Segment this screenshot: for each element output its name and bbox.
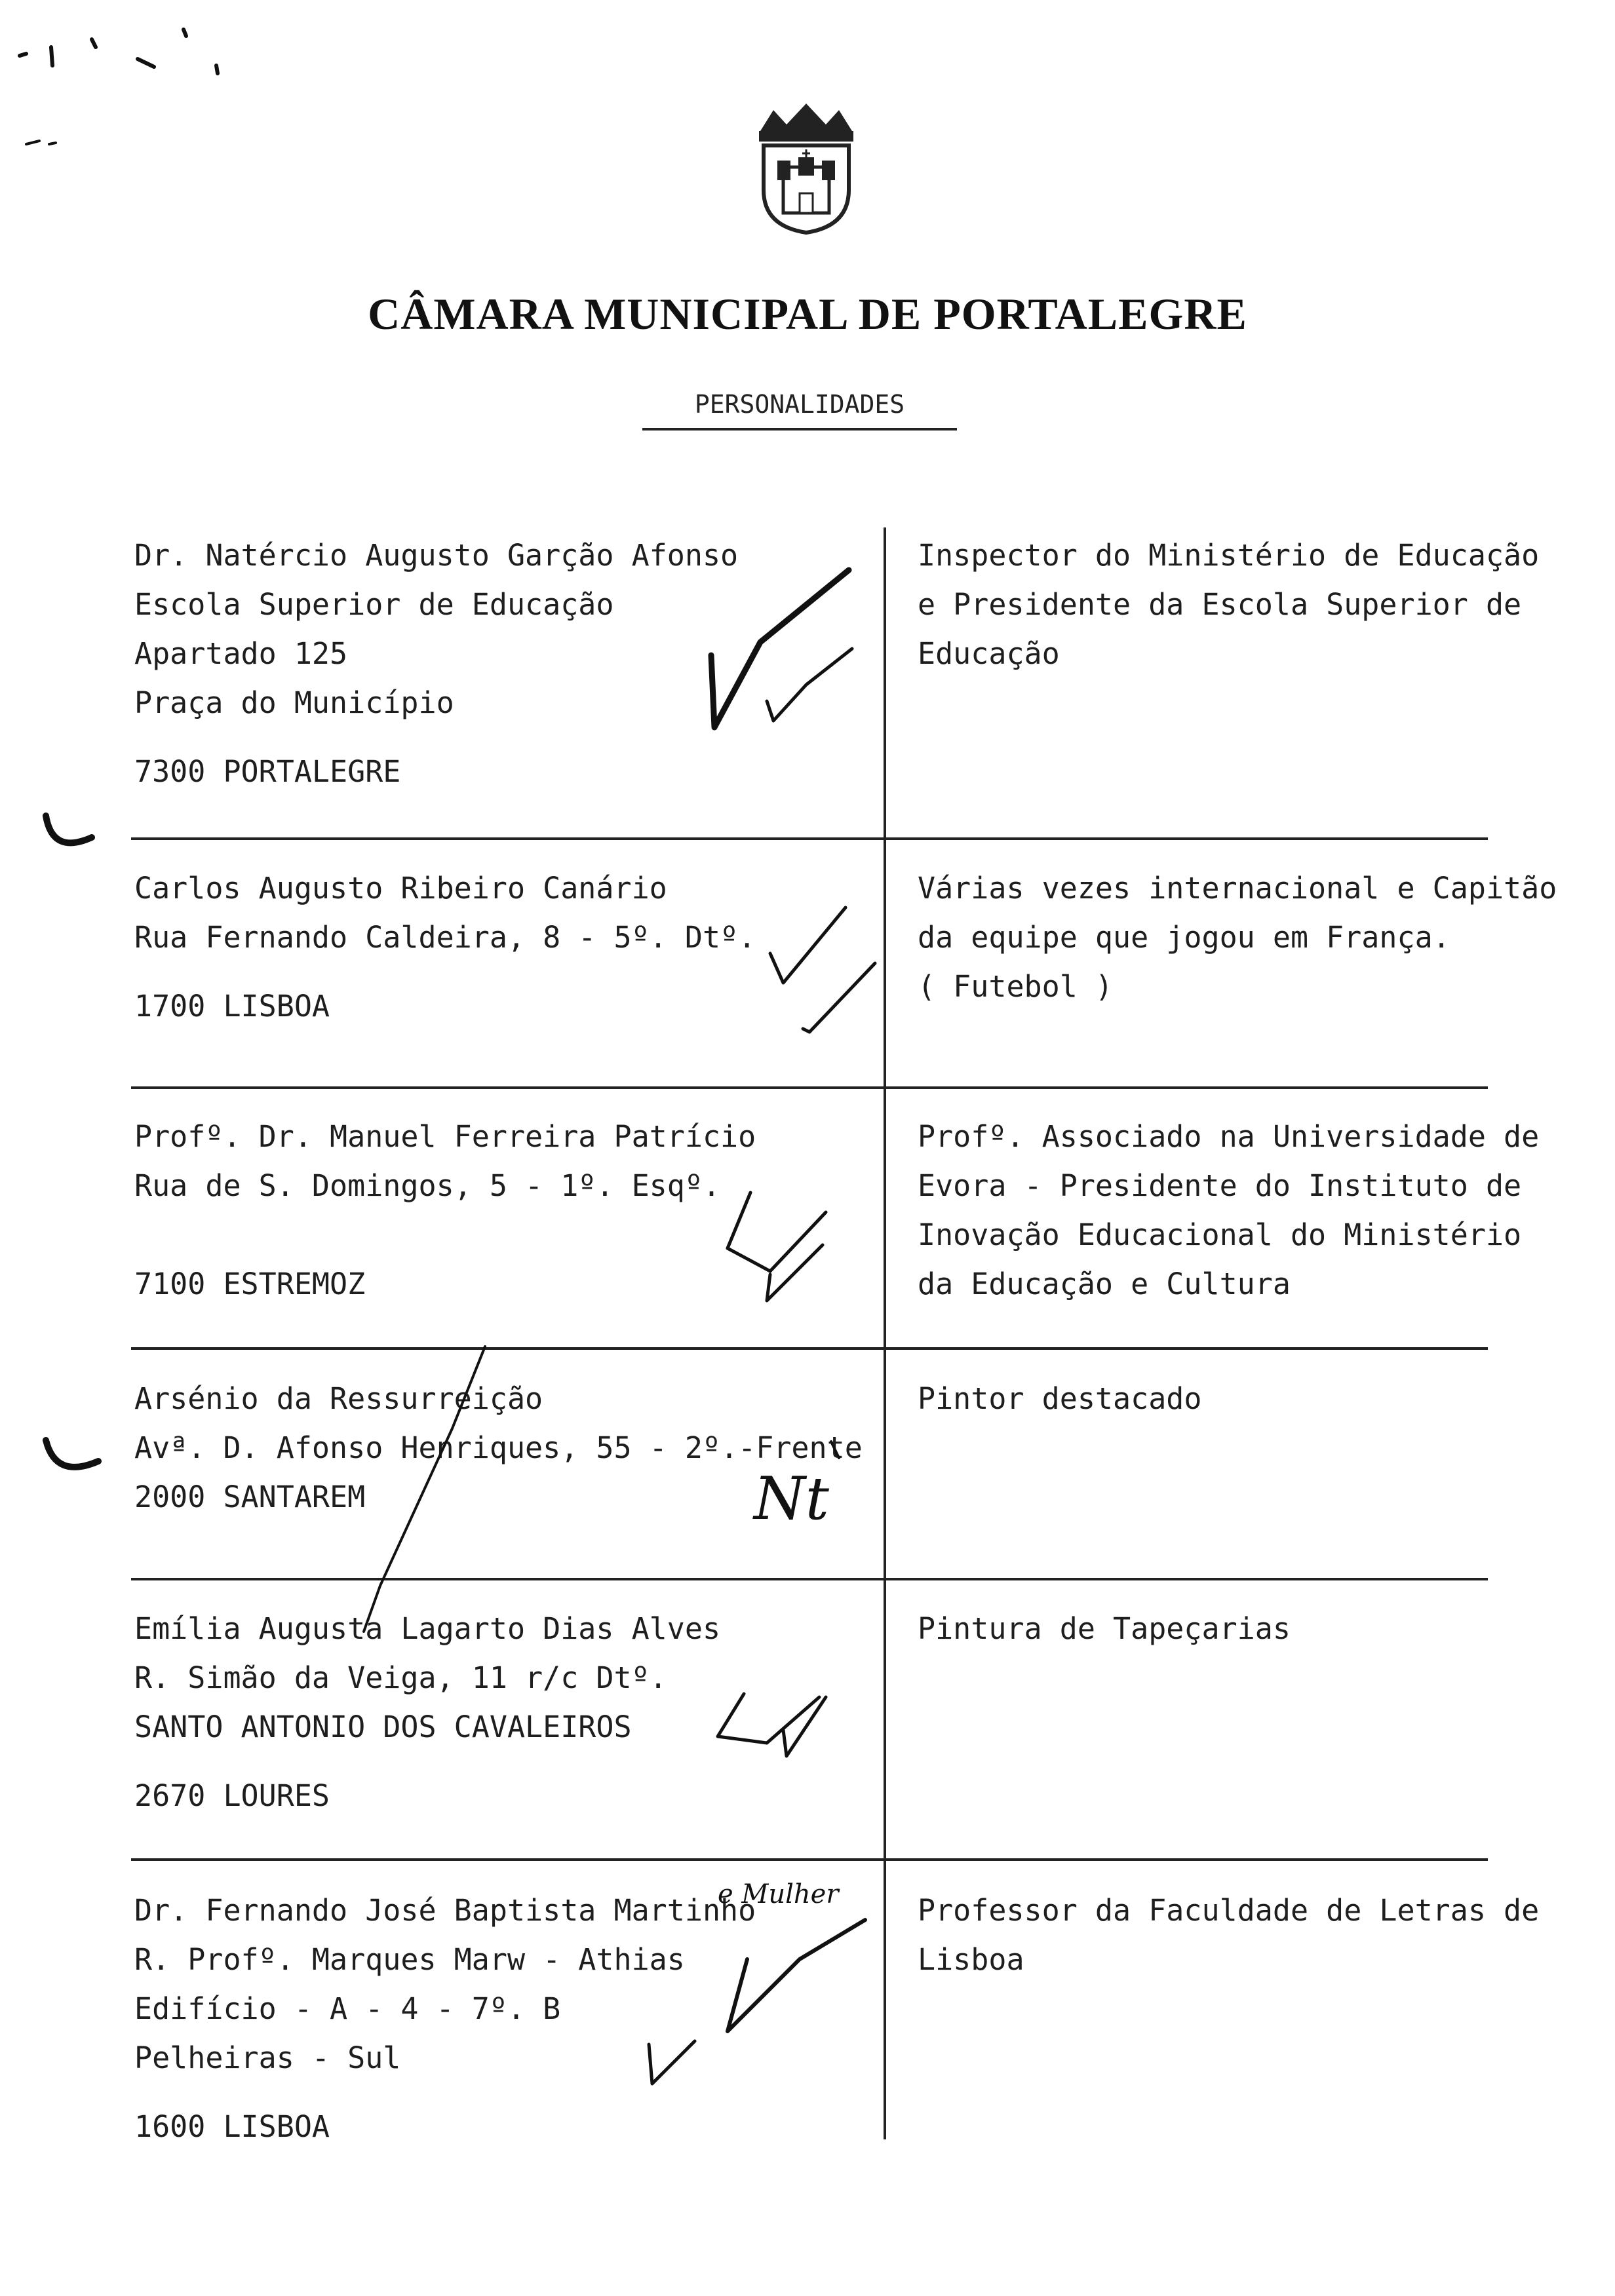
postal-code-city: 1700 LISBOA [134,989,330,1024]
checkmark-icon [718,1694,819,1743]
row-divider [131,837,1488,840]
description-line: Profº. Associado na Universidade de [918,1119,1540,1154]
description-line: Lisboa [918,1942,1024,1977]
description-line: e Presidente da Escola Superior de [918,587,1522,622]
scan-specks [20,29,218,144]
contact-address [134,864,756,1031]
contact-address [134,1112,756,1309]
address-line: Rua de S. Domingos, 5 - 1º. Esqº. [134,1168,721,1203]
contact-address [134,1886,756,2151]
column-divider [884,527,886,2139]
contact-name: Carlos Augusto Ribeiro Canário [134,871,667,906]
description-line: Evora - Presidente do Instituto de [918,1168,1522,1203]
margin-tick-icon [46,816,92,843]
description-line: Educação [918,636,1060,671]
description-line: da equipe que jogou em França. [918,920,1450,955]
contact-description [918,864,1557,1011]
address-line: Praça do Município [134,685,454,720]
contact-description [918,1604,1291,1653]
address-line: Apartado 125 [134,636,348,671]
description-line: Pintor destacado [918,1381,1202,1416]
contact-description [918,1886,1539,1984]
checkmark-icon [770,908,846,983]
row-divider [131,1086,1488,1089]
contact-address [134,1604,720,1820]
address-line: Edifício - A - 4 - 7º. B [134,1991,561,2026]
contact-description [918,531,1539,678]
description-line: Inspector do Ministério de Educação [918,538,1540,573]
contact-name: Dr. Fernando José Baptista Martinho [134,1893,756,1928]
handwritten-note: e Mulher [718,1879,839,1909]
address-line: Escola Superior de Educação [134,587,614,622]
address-line: SANTO ANTONIO DOS CAVALEIROS [134,1710,632,1744]
contact-name: Profº. Dr. Manuel Ferreira Patrício [134,1119,756,1154]
section-subtitle: PERSONALIDADES [642,390,957,430]
checkmark-icon [767,649,852,721]
contact-description [918,1374,1201,1423]
address-line: Pelheiras - Sul [134,2040,401,2075]
postal-code-city: 7100 ESTREMOZ [134,1267,366,1301]
margin-tick-icon [46,1440,98,1467]
postal-code-city: 7300 PORTALEGRE [134,754,401,789]
description-line: Inovação Educacional do Ministério [918,1217,1522,1252]
row-divider [131,1858,1488,1861]
address-line: Avª. D. Afonso Henriques, 55 - 2º.-Frente [134,1430,863,1465]
address-line: R. Simão da Veiga, 11 r/c Dtº. [134,1660,667,1695]
checkmark-icon [803,963,875,1032]
contact-address [134,531,738,796]
handwritten-initials: Nt [754,1464,829,1533]
contact-name: Emília Augusta Lagarto Dias Alves [134,1611,721,1646]
description-line: Professor da Faculdade de Letras de [918,1893,1540,1928]
address-line: R. Profº. Marques Marw - Athias [134,1942,685,1977]
page-title: CÂMARA MUNICIPAL DE PORTALEGRE [368,289,1247,339]
description-line: da Educação e Cultura [918,1267,1291,1301]
description-line: Várias vezes internacional e Capitão [918,871,1557,906]
postal-code-city: 1600 LISBOA [134,2109,330,2144]
row-divider [131,1347,1488,1350]
postal-code-city: 2000 SANTAREM [134,1480,366,1514]
description-line: Pintura de Tapeçarias [918,1611,1291,1646]
municipal-crest-icon [734,92,878,236]
contact-name: Dr. Natércio Augusto Garção Afonso [134,538,739,573]
checkmark-icon [783,1697,826,1756]
contact-name: Arsénio da Ressurreição [134,1381,543,1416]
postal-code-city: 2670 LOURES [134,1778,330,1813]
description-line: ( Futebol ) [918,969,1114,1004]
row-divider [131,1578,1488,1580]
checkmark-icon [767,1245,823,1301]
contact-description [918,1112,1539,1309]
address-line: Rua Fernando Caldeira, 8 - 5º. Dtº. [134,920,756,955]
